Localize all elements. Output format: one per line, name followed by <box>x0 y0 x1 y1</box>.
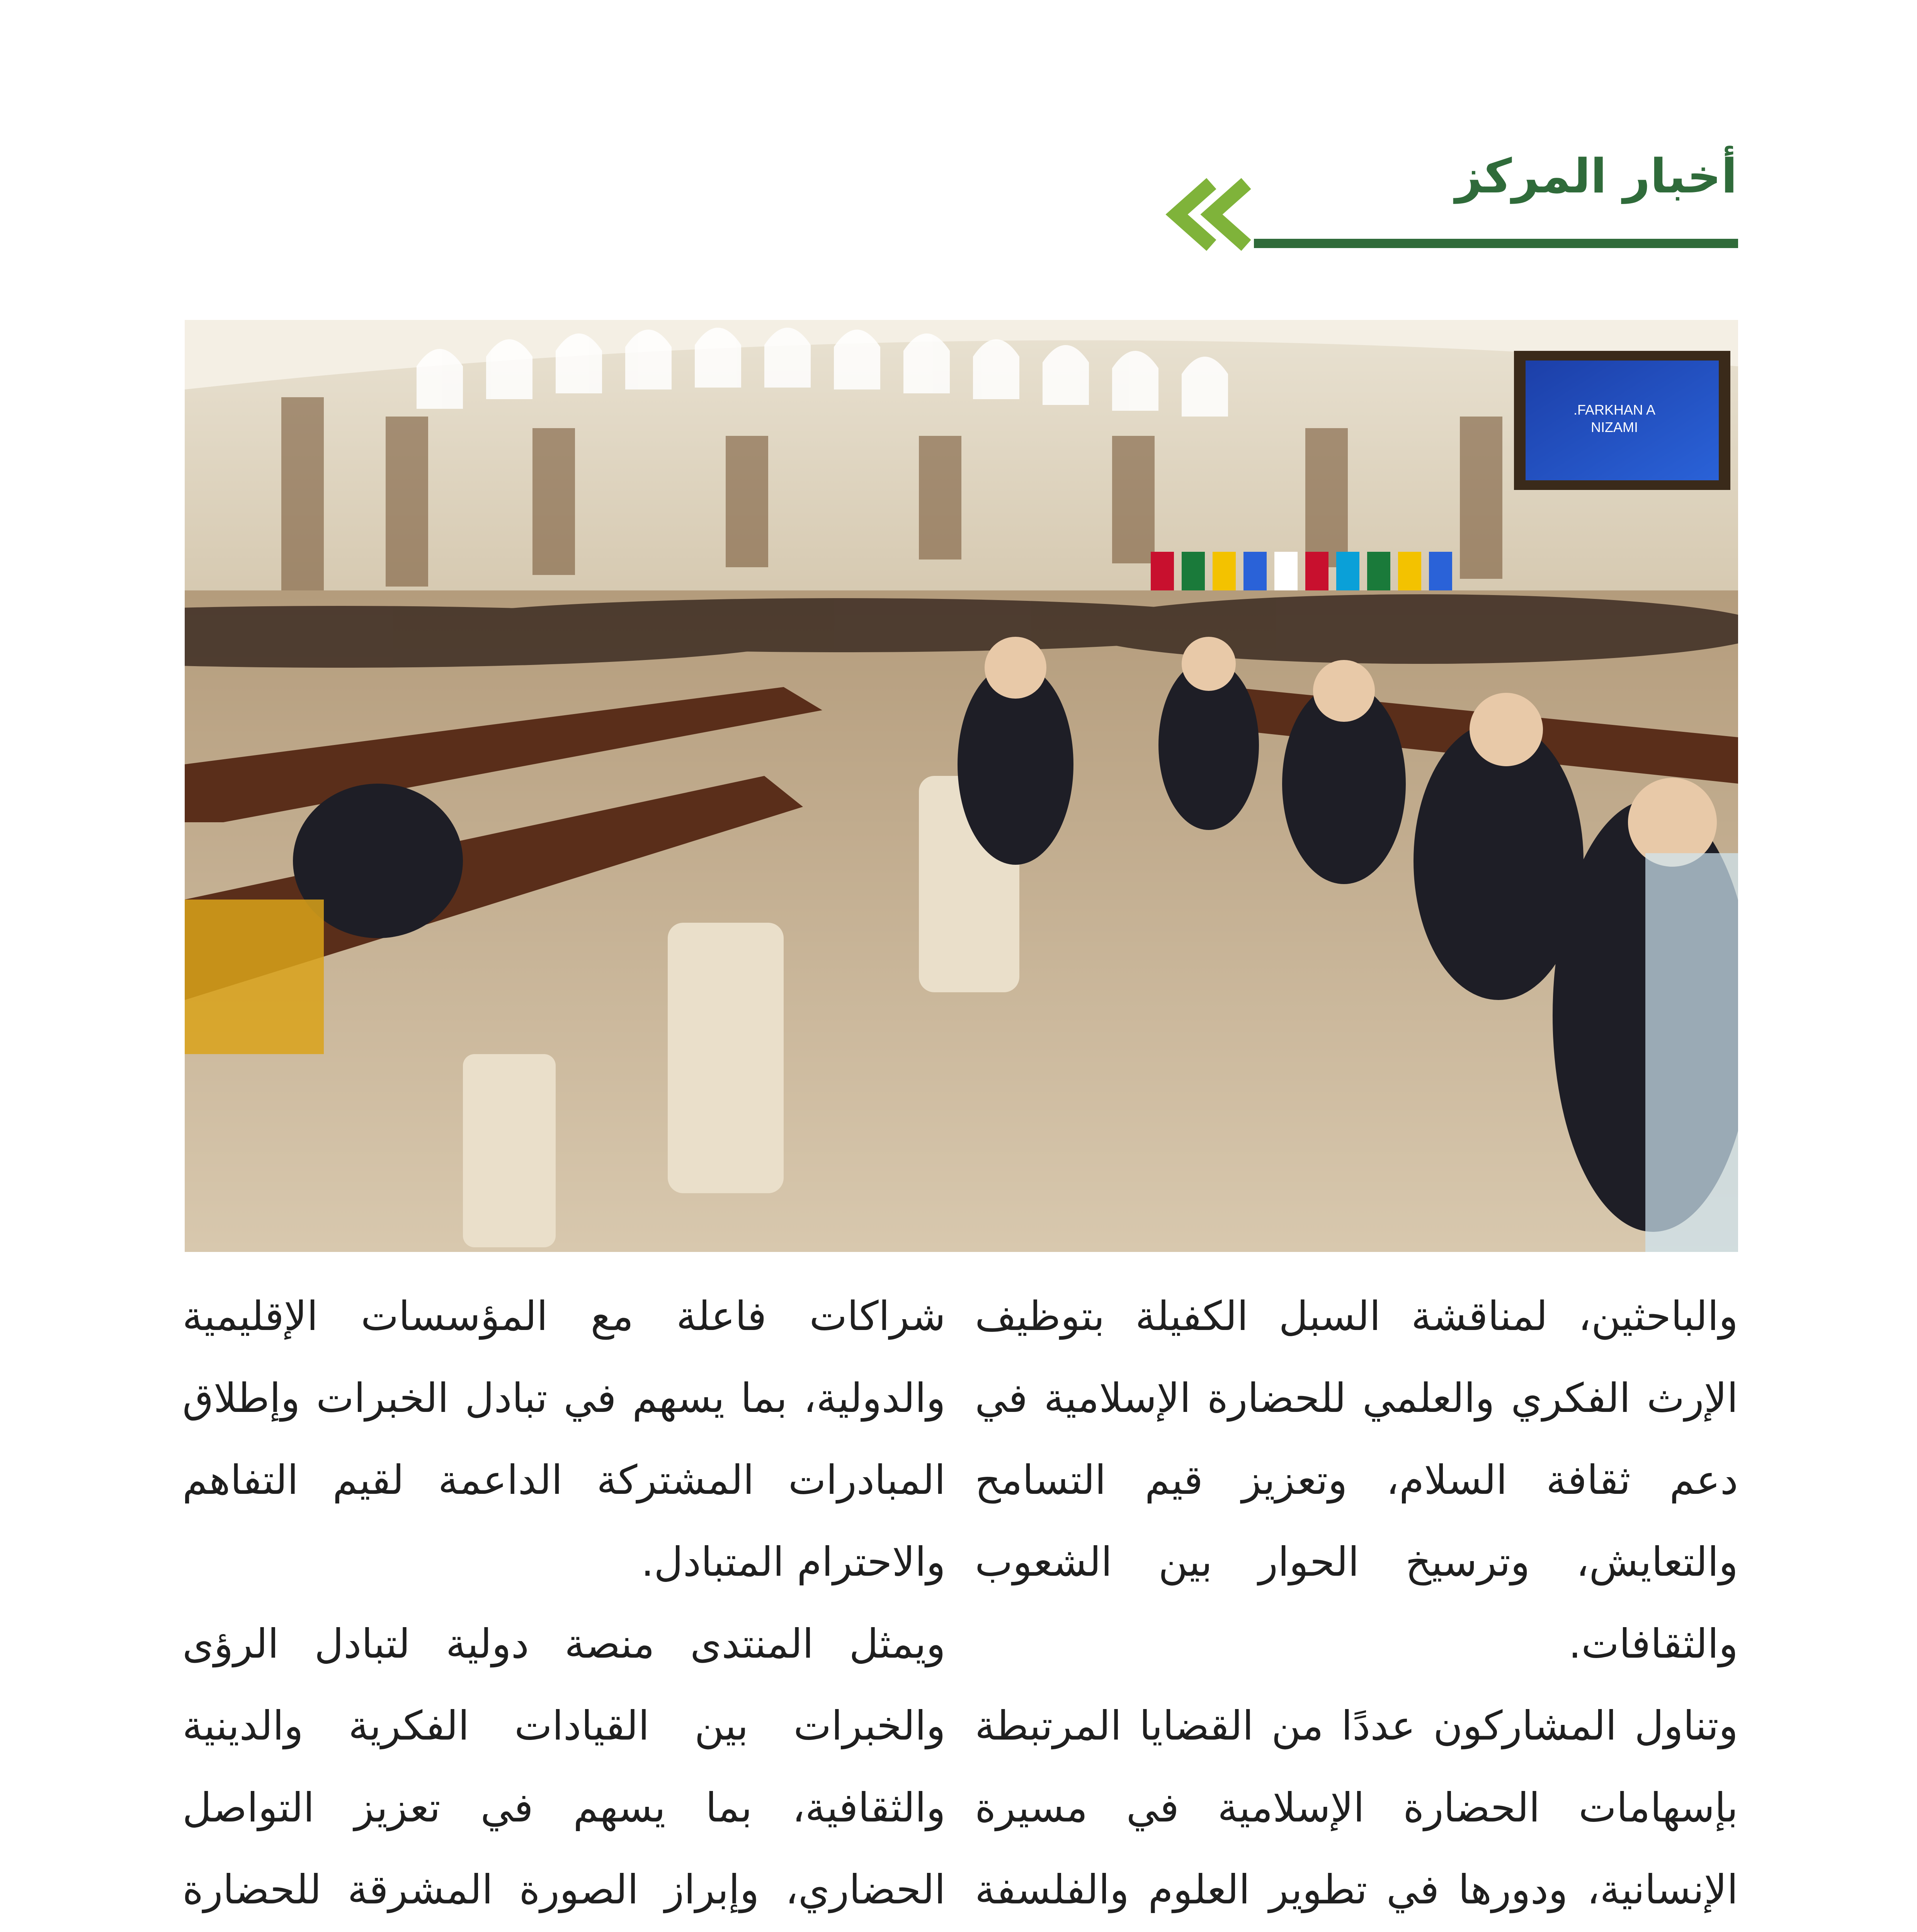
paragraph: ويمثل المنتدى منصة دولية لتبادل الرؤى والخبرات بين القيادات الفكرية والدينية والثقافية، بما يسهم في تعزيز التواصل الحضاري، وإبراز الصورة المشرقة للحضارة <box>182 1620 946 1913</box>
article-column-left <box>182 1275 946 1932</box>
conference-hall-photo <box>185 320 1738 1252</box>
section-title: أخبار المركز <box>1455 149 1737 204</box>
screen-text-line1: FARKHAN A. <box>1573 402 1656 418</box>
title-underline <box>1254 239 1738 248</box>
paragraph: وتناول المشاركون عددًا من القضايا المرتبطة بإسهامات الحضارة الإسلامية في مسيرة الإنسانية، ودورها في تطوير العلوم والفلسفة <box>975 1702 1738 1913</box>
paragraph: والباحثين، لمناقشة السبل الكفيلة بتوظيف الإرث الفكري والعلمي للحضارة الإسلامية في دعم ثقافة السلام، وتعزيز قيم التسامح والتعايش، وترسيخ الحوار بين الشعوب والثقافات. <box>975 1293 1738 1667</box>
paragraph: شراكات فاعلة مع المؤسسات الإقليمية والدولية، بما يسهم في تبادل الخبرات وإطلاق المبادرات المشتركة الداعمة لقيم التفاهم والاحترام المتبادل. <box>182 1293 946 1585</box>
article-column-right <box>975 1275 1738 1932</box>
screen-text-line2: NIZAMI <box>1591 419 1638 435</box>
double-chevron-left-icon <box>1153 172 1254 257</box>
